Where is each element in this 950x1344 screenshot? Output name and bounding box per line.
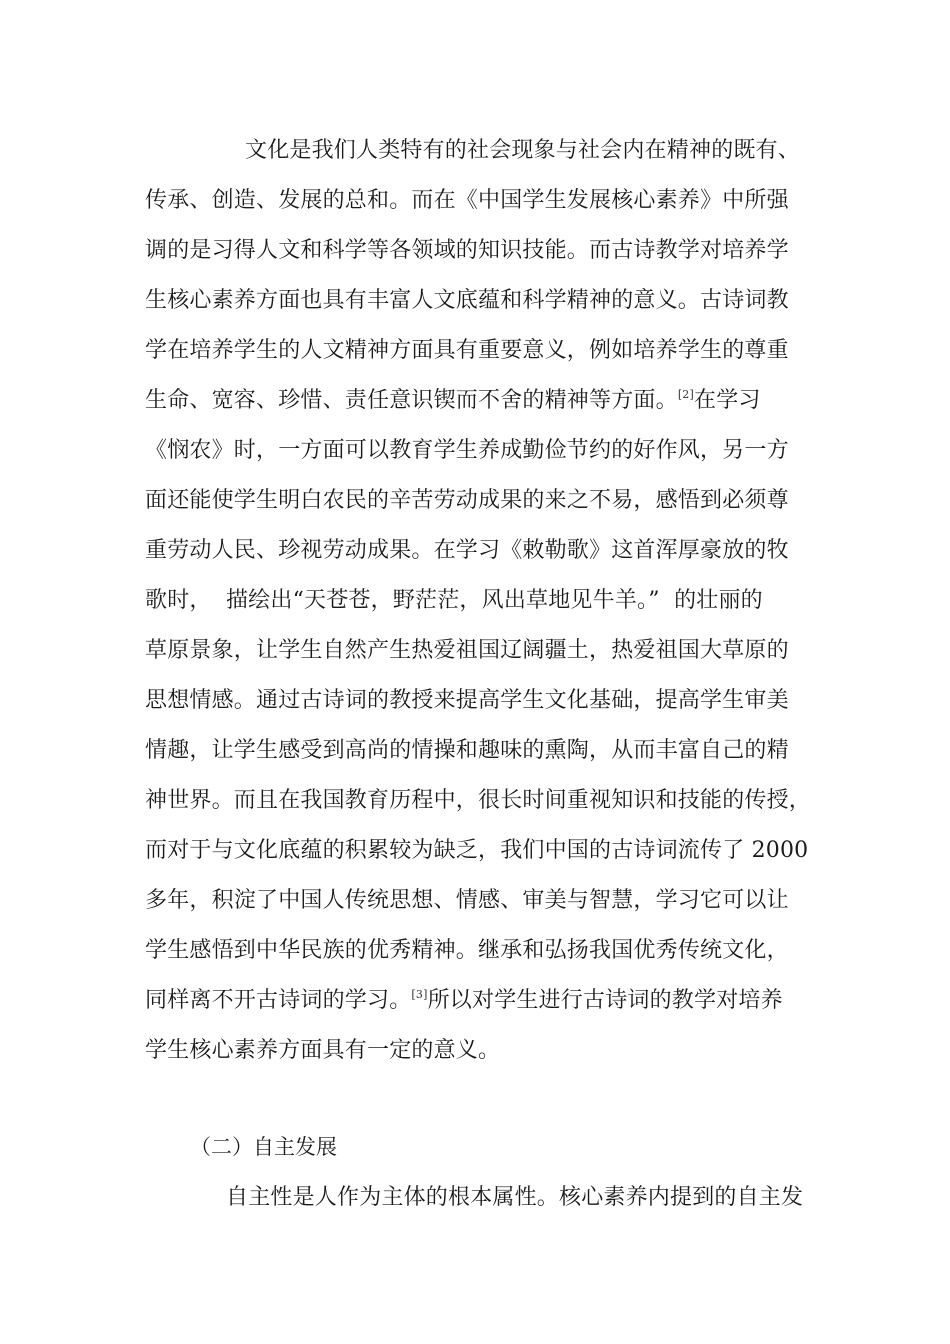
paragraph-line: 《悯农》时，一方面可以教育学生养成勤俭节约的好作风，另一方 <box>145 438 789 463</box>
paragraph-line: 文化是我们人类特有的社会现象与社会内在精神的既有、 <box>245 138 801 163</box>
paragraph-line: 歌时， 描绘出“天苍苍，野茫茫，风出草地见牛羊。” 的壮丽的 <box>145 588 763 613</box>
paragraph-line-with-citation <box>145 985 783 1017</box>
paragraph-line: 神世界。而且在我国教育历程中，很长时间重视知识和技能的传授， <box>145 788 812 813</box>
paragraph-line: 学生核心素养方面具有一定的意义。 <box>145 1038 501 1063</box>
section-heading: （二）自主发展 <box>190 1135 337 1159</box>
paragraph-line: 面还能使学生明白农民的辛苦劳动成果的来之不易，感悟到必须尊 <box>145 488 789 513</box>
paragraph-line: 调的是习得人文和科学等各领域的知识技能。而古诗教学对培养学 <box>145 238 789 263</box>
citation-marker: [2] <box>677 388 694 401</box>
paragraph-line: 学在培养学生的人文精神方面具有重要意义，例如培养学生的尊重 <box>145 338 789 363</box>
line-text: 生命、宽容、珍惜、责任意识锲而不舍的精神等方面。 <box>145 388 678 413</box>
paragraph-line: 学生感悟到中华民族的优秀精神。继承和弘扬我国优秀传统文化， <box>145 938 789 963</box>
paragraph-line: 传承、创造、发展的总和。而在《中国学生发展核心素养》中所强 <box>145 188 789 213</box>
paragraph-line: 草原景象，让学生自然产生热爱祖国辽阔疆土，热爱祖国大草原的 <box>145 638 789 663</box>
paragraph-line: 重劳动人民、珍视劳动成果。在学习《敕勒歌》这首浑厚豪放的牧 <box>145 538 789 563</box>
paragraph-line: 思想情感。通过古诗词的教授来提高学生文化基础，提高学生审美 <box>145 688 789 713</box>
line-tail: 在学习 <box>694 388 761 413</box>
paragraph-line: 情趣，让学生感受到高尚的情操和趣味的熏陶，从而丰富自己的精 <box>145 738 789 763</box>
paragraph-line: 而对于与文化底蕴的积累较为缺乏，我们中国的古诗词流传了 2000 <box>145 838 809 863</box>
line-tail: 所以对学生进行古诗词的教学对培养 <box>427 988 783 1013</box>
citation-marker: [3] <box>411 988 428 1001</box>
paragraph-line-with-citation <box>145 385 761 417</box>
paragraph-line: 多年，积淀了中国人传统思想、情感、审美与智慧，学习它可以让 <box>145 888 789 913</box>
paragraph-line: 生核心素养方面也具有丰富人文底蕴和科学精神的意义。古诗词教 <box>145 288 789 313</box>
paragraph-line: 自主性是人作为主体的根本属性。核心素养内提到的自主发 <box>226 1185 804 1210</box>
line-text: 同样离不开古诗词的学习。 <box>145 988 412 1013</box>
